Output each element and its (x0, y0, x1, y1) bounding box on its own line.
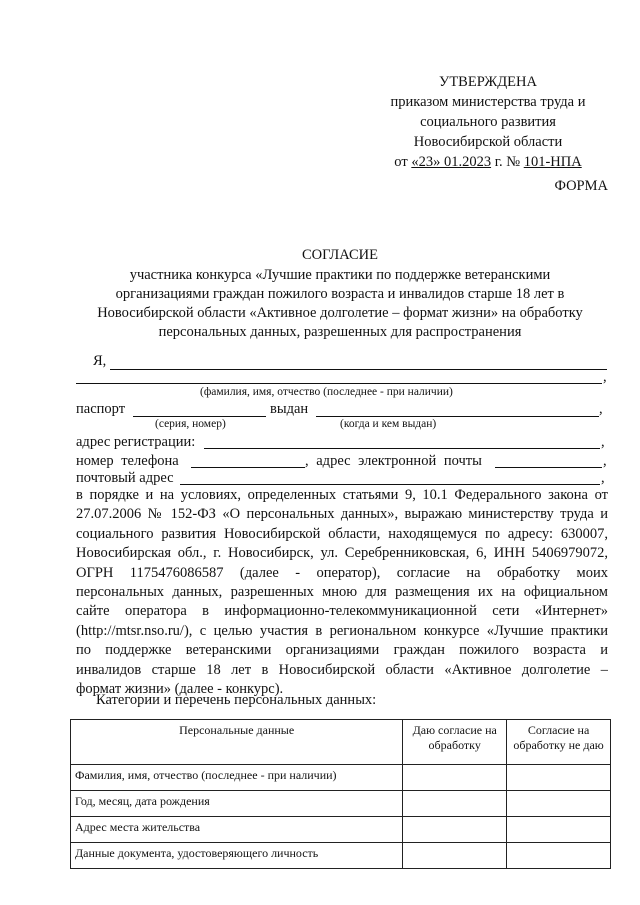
approval-line: приказом министерства труда и (390, 94, 586, 110)
consent-denied-cell[interactable] (507, 843, 611, 869)
series-hint: (серия, номер) (155, 418, 226, 430)
paragraph-line: сайте оператора в информационно-телекоммуникационной сети «Интернет» (76, 603, 608, 620)
ya-label: Я, (93, 353, 107, 369)
consent-paragraph (76, 486, 608, 699)
paragraph-line: социального развития Новосибирской области, находящемуся по адресу: 630007, (76, 525, 608, 542)
phone-label: номер телефона (76, 453, 179, 469)
approval-line: социального развития (420, 114, 556, 130)
consent-given-cell[interactable] (403, 843, 507, 869)
row-label: Год, месяц, дата рождения (71, 791, 403, 817)
document-subtitle-line: Новосибирской области «Активное долголетие – формат жизни» на обработку (97, 305, 583, 321)
row-label: Данные документа, удостоверяющего личность (71, 843, 403, 869)
approval-title: УТВЕРЖДЕНА (439, 74, 537, 90)
table-row (71, 817, 611, 843)
approval-order: от «23» 01.2023 г. № 101-НПА (394, 154, 582, 170)
passport-series-field[interactable] (133, 416, 266, 417)
categories-heading: Категории и перечень персональных данных: (96, 692, 377, 708)
comma: , (603, 369, 607, 385)
fio-hint: (фамилия, имя, отчество (последнее - при наличии) (200, 386, 453, 398)
paragraph-line: инвалидов старше 18 лет в Новосибирской области «Активное долголетие – (76, 661, 608, 678)
header-consent-denied: Согласие на обработку не даю (507, 720, 611, 765)
fio-field-continued[interactable] (76, 383, 602, 384)
paragraph-line: в порядке и на условиях, определенных статьями 9, 10.1 Федерального закона от (76, 487, 608, 503)
document-subtitle-line: участника конкурса «Лучшие практики по поддержке ветеранскими (129, 267, 551, 283)
header-consent-given: Даю согласие на обработку (403, 720, 507, 765)
document-subtitle-line: персональных данных, разрешенных для распространения (158, 324, 522, 340)
document-heading: СОГЛАСИЕ (301, 247, 379, 263)
paragraph-line: по поддержке ветеранскими организациями граждан пожилого возраста и (76, 642, 608, 659)
address-label: адрес регистрации: (76, 434, 196, 450)
consent-denied-cell[interactable] (507, 765, 611, 791)
fio-field[interactable] (110, 369, 607, 370)
paragraph-line: Новосибирская обл., г. Новосибирск, ул. Серебренниковская, 6, ИНН 5406979072, (76, 545, 608, 562)
address-field[interactable] (204, 448, 600, 449)
comma: , (601, 470, 605, 486)
approval-number: 101-НПА (523, 154, 582, 170)
consent-denied-cell[interactable] (507, 817, 611, 843)
row-label: Адрес места жительства (71, 817, 403, 843)
comma: , (599, 401, 603, 417)
row-label: Фамилия, имя, отчество (последнее - при наличии) (71, 765, 403, 791)
approval-date: «23» 01.2023 (411, 154, 492, 170)
paragraph-line: ОГРН 1175476086587 (далее - оператор), согласие на обработку моих (76, 564, 608, 581)
header-personal-data: Персональные данные (71, 720, 403, 765)
email-label: , адрес электронной почты (305, 453, 482, 469)
consent-given-cell[interactable] (403, 791, 507, 817)
passport-issued-field[interactable] (316, 416, 599, 417)
postal-label: почтовый адрес (76, 470, 174, 486)
issued-hint: (когда и кем выдан) (340, 418, 437, 430)
issued-label: выдан (270, 401, 309, 417)
table-row (71, 765, 611, 791)
personal-data-table (70, 719, 611, 869)
approval-block (368, 72, 608, 172)
consent-given-cell[interactable] (403, 765, 507, 791)
paragraph-line: (http://mtsr.nso.ru/), с целью участия в региональном конкурсе «Лучшие практики (76, 622, 608, 639)
paragraph-line: персональных данных, разрешенных мною для размещения их на официальном (76, 583, 608, 600)
table-header-row (71, 720, 611, 765)
paragraph-line: формат жизни» (далее - конкурс). (76, 680, 284, 697)
phone-field[interactable] (191, 467, 305, 468)
table-row (71, 791, 611, 817)
document-subtitle-line: организациями граждан пожилого возраста и инвалидов старше 18 лет в (115, 286, 565, 302)
table-row (71, 843, 611, 869)
consent-given-cell[interactable] (403, 817, 507, 843)
passport-label: паспорт (76, 401, 126, 417)
comma: , (601, 434, 605, 450)
consent-denied-cell[interactable] (507, 791, 611, 817)
approval-line: Новосибирской области (413, 134, 563, 150)
comma: , (603, 453, 607, 469)
paragraph-line: 27.07.2006 № 152-ФЗ «О персональных данных», выражаю министерству труда и (76, 506, 608, 523)
postal-field[interactable] (180, 484, 600, 485)
email-field[interactable] (495, 467, 602, 468)
form-label: ФОРМА (554, 178, 608, 194)
